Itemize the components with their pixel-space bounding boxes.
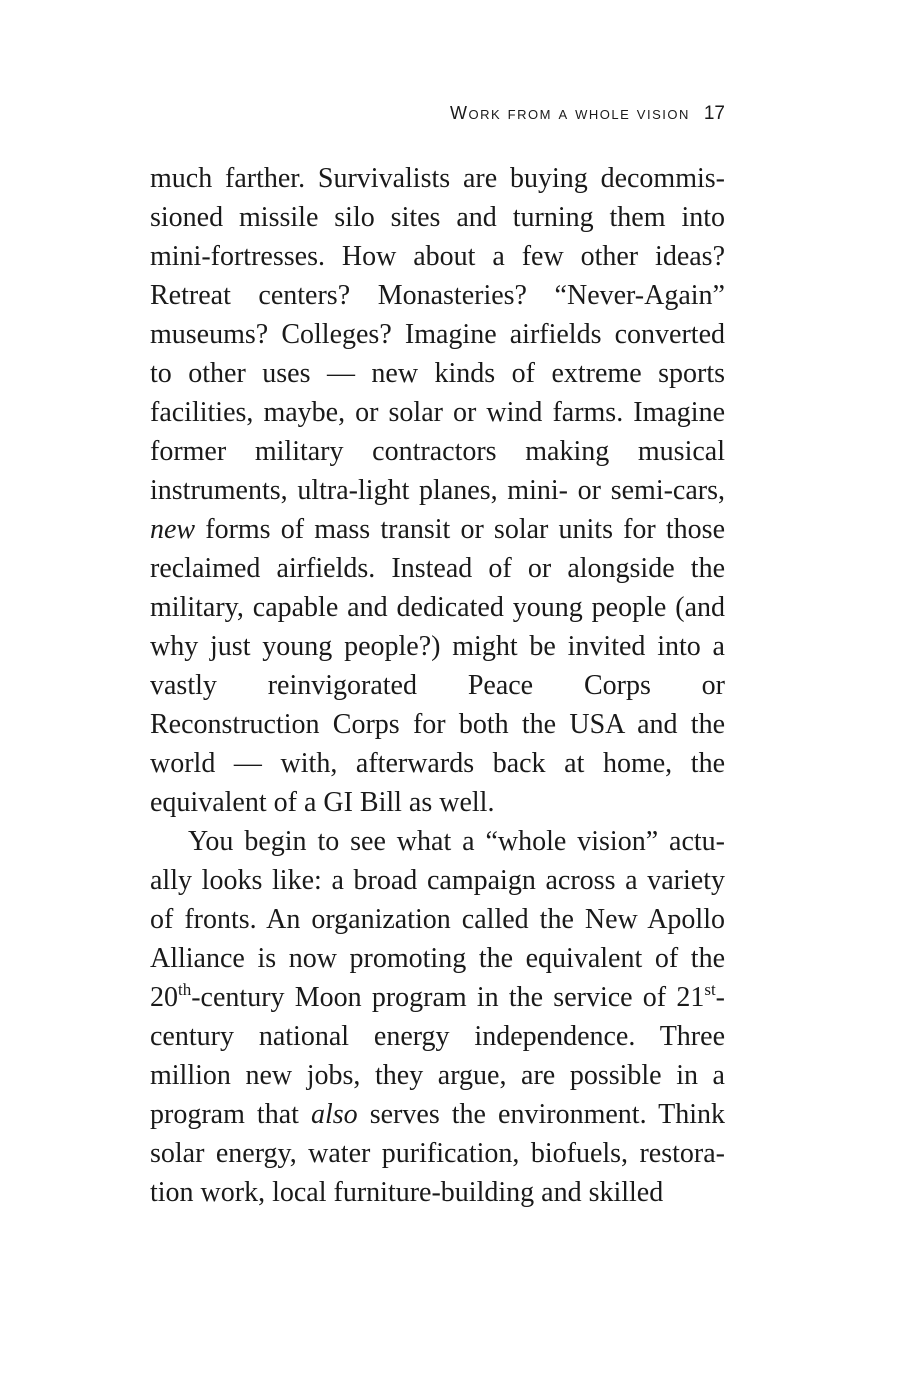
emphasis-text: new — [150, 514, 196, 545]
paragraph — [150, 159, 725, 822]
paragraph-text: forms of mass transit or solar units for those reclaimed airfields. Instead of or alongside the military, capable and dedicated young people (and why just young people?) might be invited into a vastly reinvigorated Peace Corps or Reconstruction Corps for both the USA and the world — with, afterwards back at home, the equivalent of a GI Bill as well. — [150, 514, 725, 818]
emphasis-text: also — [310, 1099, 358, 1130]
paragraph-text: serves the environment. Think solar energy, water purification, biofuels, restoration work, local furniture-building and skilled — [150, 1099, 726, 1208]
page-number: 17 — [703, 103, 725, 124]
paragraph-text: -century Moon program in the service of 21 — [191, 982, 705, 1013]
paragraph-text: much farther. Survivalists are buying decommissioned missile silo sites and turning them into mini-fortresses. How about a few other ideas? Retreat centers? Monasteries? “Never-Again” museums? Colleges? Imagine airfields converted to other uses — new kinds of extreme sports facilities, maybe, or solar or wind farms. Imagine former military contractors making musical instruments, ultra-light planes, mini- or semi-cars, — [150, 163, 725, 506]
paragraph — [150, 822, 725, 1212]
paragraph-text: You begin to see what a “whole vision” actually looks like: a broad campaign across a variety of fronts. An organization called the New Apollo Alliance is now promoting the equivalent of the 20 — [150, 826, 725, 1013]
ordinal-suffix: st — [704, 980, 716, 999]
running-head — [150, 101, 725, 126]
running-head-title: Work from a whole vision — [450, 103, 690, 123]
ordinal-suffix: th — [178, 980, 192, 999]
paragraph-text: -century national energy independence. Three million new jobs, they argue, are possible in a program that — [150, 982, 725, 1130]
body-text — [150, 159, 725, 1212]
